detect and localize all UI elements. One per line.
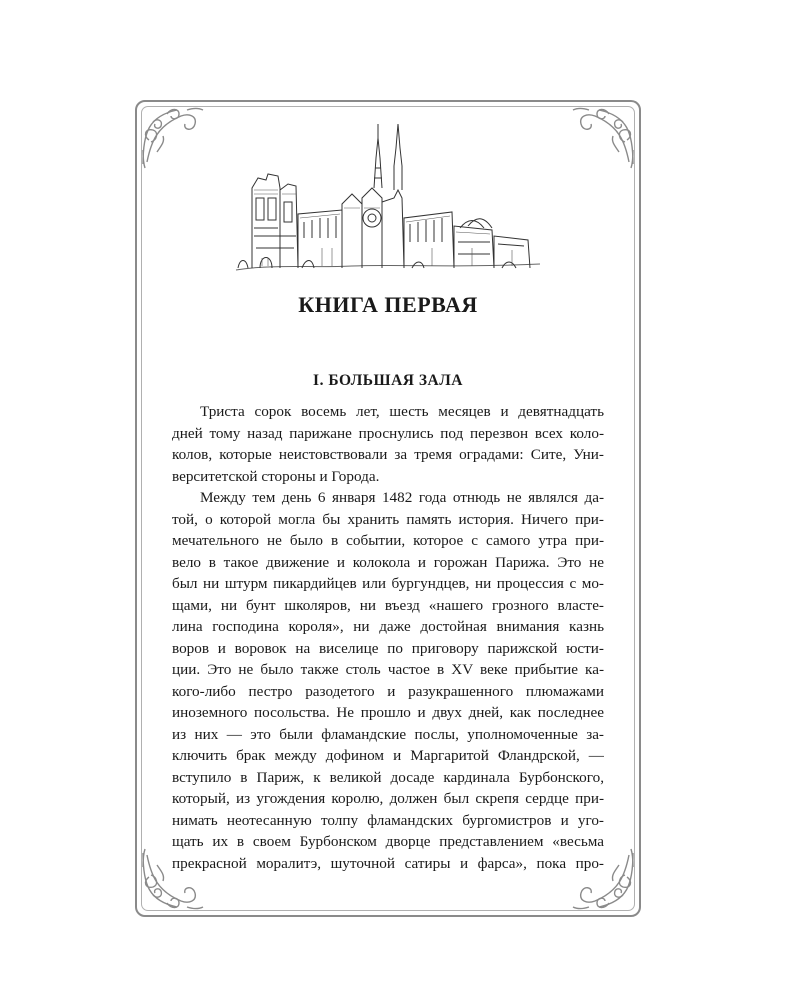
text-line: верситетской стороны и Города.: [172, 467, 380, 485]
text-line: Триста сорок восемь лет, шесть месяцев и девятнадцать: [200, 403, 604, 420]
text-line: прекрасной моралитэ, шуточной сатиры и фарса», пока про-: [172, 854, 604, 872]
corner-ornament-top-left: [137, 102, 207, 172]
text-line: щать их в своем Бурбонском дворце представлением «весьма: [172, 833, 604, 850]
text-line: из них — это были фламандские послы, уполномоченные за-: [172, 725, 604, 743]
chapter-body-text: [172, 401, 604, 874]
text-line: мечательного не было в событии, которое с самого утра при-: [172, 532, 604, 549]
corner-ornament-top-right: [569, 102, 639, 172]
text-line: ключить брак между дофином и Маргаритой Фландрской, —: [172, 747, 604, 764]
book-title: КНИГА ПЕРВАЯ: [298, 292, 478, 317]
text-line: колов, которые неистовствовали за тремя оградами: Сите, Уни-: [172, 446, 604, 463]
text-line: Между тем день 6 января 1482 года отнюдь не являлся да-: [200, 489, 604, 506]
text-line: нимать неотесанную толпу фламандских бургомистров и уго-: [172, 811, 604, 829]
text-line: вело в такое движение и колокола и горожан Парижа. Это не: [172, 553, 604, 571]
text-line: был ни штурм пикардийцев или бургундцев, ни процессия с мо-: [172, 575, 604, 592]
text-line: щами, ни бунт школяров, ни въезд «нашего грозного власте-: [172, 596, 604, 614]
cathedral-illustration: [232, 118, 544, 278]
text-line: вступило в Париж, к великой досаде кардинала Бурбонского,: [172, 768, 604, 786]
text-line: лина господина короля», ни даже достойная внимания казнь: [172, 618, 604, 635]
text-line: дней тому назад парижане проснулись под перезвон всех коло-: [172, 424, 604, 442]
text-line: ции. Это не было также столь частое в XV веке прибытие ка-: [172, 661, 604, 678]
chapter-title: I. БОЛЬШАЯ ЗАЛА: [313, 372, 463, 389]
text-line: воров и воровок на виселице по приговору парижской юсти-: [172, 639, 604, 657]
text-line: который, из угождения королю, должен был скрепя сердце при-: [172, 790, 604, 807]
text-line: той, о которой могла бы хранить память история. Ничего при-: [172, 510, 604, 528]
text-line: иноземного посольства. Не прошло и двух дней, как последнее: [172, 704, 604, 721]
text-line: кого-либо пестро разодетого и разукрашенного плюмажами: [172, 682, 604, 700]
